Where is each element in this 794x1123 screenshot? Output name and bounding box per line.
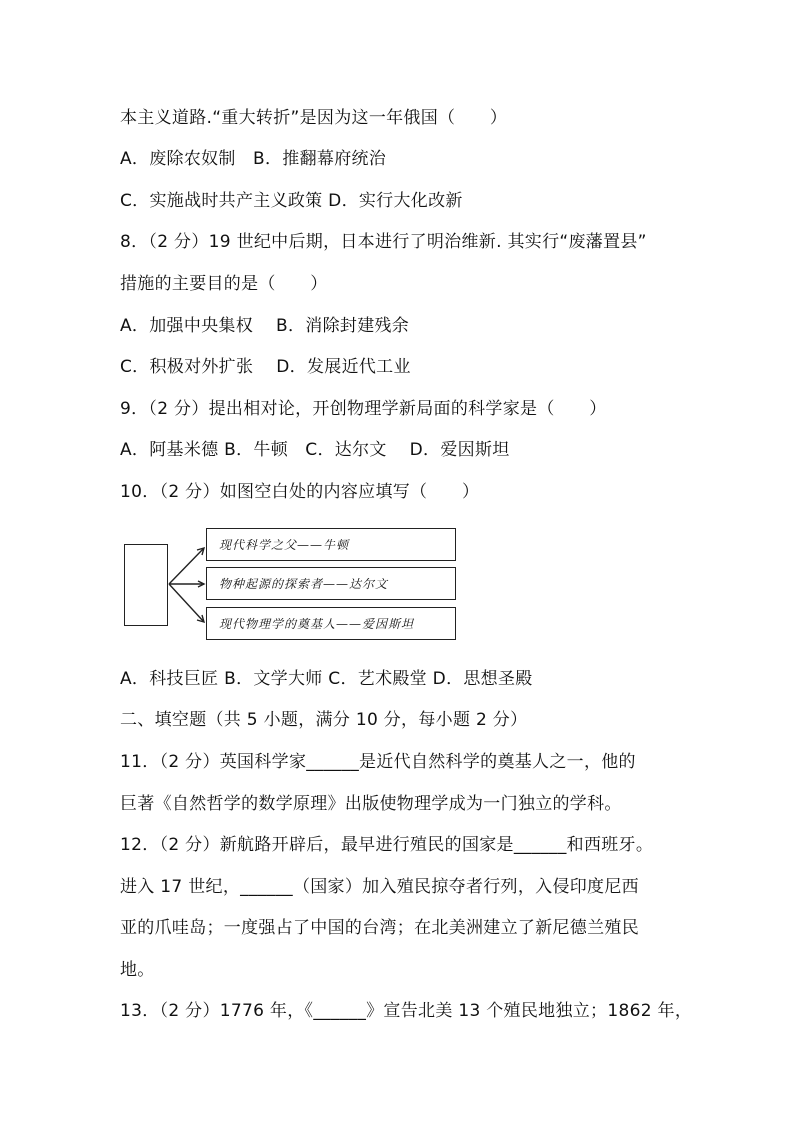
- diagram-row-newton: 现代科学之父——牛顿: [206, 528, 456, 561]
- text-line-2: A．废除农奴制 B．推翻幕府统治: [120, 149, 387, 169]
- question-8-options-ab: A．加强中央集权 B．消除封建残余: [120, 316, 410, 336]
- question-11-stem: 11．（2 分）英国科学家______是近代自然科学的奠基人之一，他的: [120, 752, 636, 772]
- diagram-arrows: [124, 526, 214, 646]
- question-12-stem-cont-3: 地。: [120, 960, 155, 980]
- question-12-stem-cont-2: 亚的爪哇岛；一度强占了中国的台湾；在北美洲建立了新尼德兰殖民: [120, 918, 639, 938]
- question-8-stem: 8．（2 分）19 世纪中后期，日本进行了明治维新. 其实行“废藩置县”: [120, 232, 647, 252]
- question-8-options-cd: C．积极对外扩张 D．发展近代工业: [120, 357, 411, 377]
- question-10-diagram: [124, 526, 460, 646]
- section-2-heading: 二、填空题（共 5 小题，满分 10 分，每小题 2 分）: [120, 710, 528, 730]
- question-12-stem: 12．（2 分）新航路开辟后，最早进行殖民的国家是______和西班牙。: [120, 835, 654, 855]
- question-13-stem: 13．（2 分）1776 年，《______》宣告北美 13 个殖民地独立；1862 年，: [120, 1001, 693, 1021]
- text-line-1: 本主义道路.“重大转折”是因为这一年俄国（ ）: [120, 108, 508, 128]
- question-11-stem-cont: 巨著《自然哲学的数学原理》出版使物理学成为一门独立的学科。: [120, 794, 622, 814]
- question-8-stem-cont: 措施的主要目的是（ ）: [120, 274, 328, 294]
- question-9-options: A．阿基米德 B．牛顿 C．达尔文 D．爱因斯坦: [120, 440, 510, 460]
- question-12-stem-cont-1: 进入 17 世纪，______（国家）加入殖民掠夺者行列，入侵印度尼西: [120, 877, 639, 897]
- question-10-stem: 10．（2 分）如图空白处的内容应填写（ ）: [120, 482, 480, 502]
- diagram-row-einstein: 现代物理学的奠基人——爱因斯坦: [206, 607, 456, 640]
- text-line-3: C．实施战时共产主义政策 D．实行大化改新: [120, 191, 463, 211]
- question-10-options: A．科技巨匠 B．文学大师 C．艺术殿堂 D．思想圣殿: [120, 669, 533, 689]
- diagram-row-darwin: 物种起源的探索者——达尔文: [206, 567, 456, 600]
- question-9-stem: 9．（2 分）提出相对论，开创物理学新局面的科学家是（ ）: [120, 399, 607, 419]
